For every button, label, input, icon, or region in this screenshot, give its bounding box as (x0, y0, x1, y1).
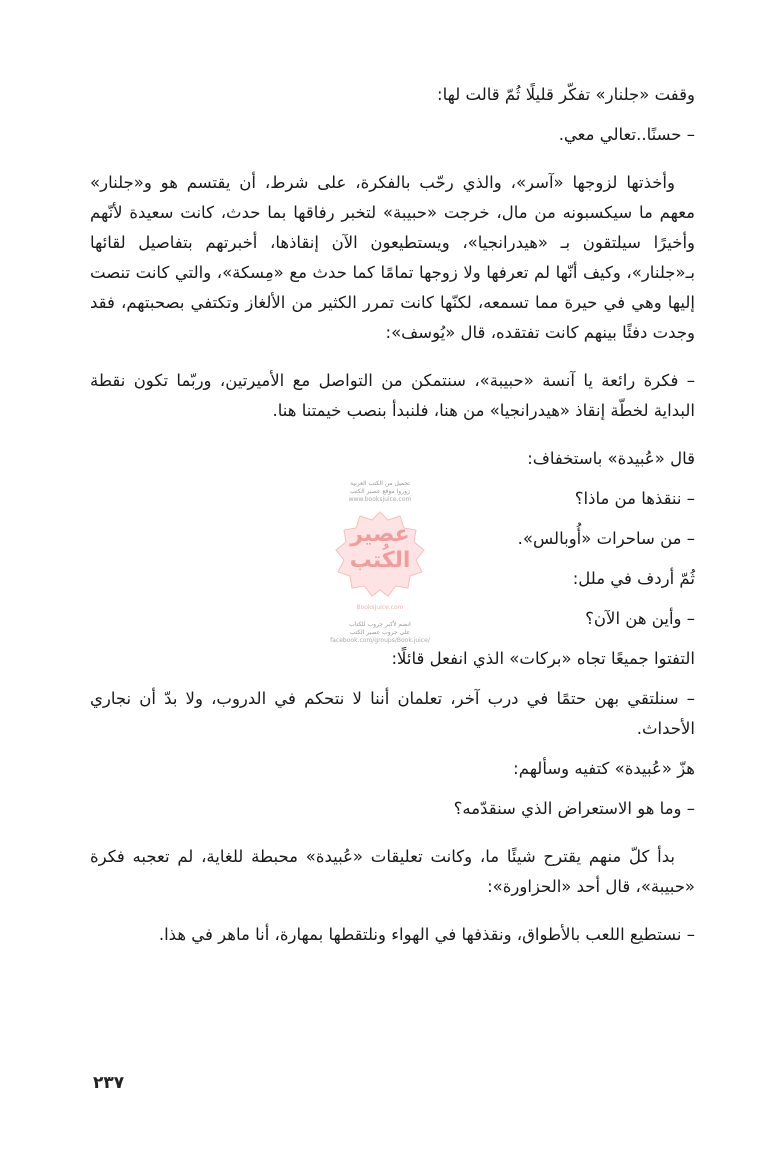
dialogue-line: – وأين هن الآن؟ (585, 609, 695, 628)
watermark-url: www.booksjuice.com (348, 496, 412, 503)
dialogue-line: – سنلتقي بهن حتمًا في درب آخر، تعلمان أننا لا نتحكم في الدروب، ولا بدّ أن نجاري الأحداث. (90, 689, 695, 738)
paragraph: وقفت «جلنار» تفكّر قليلًا ثُمّ قالت لها: (437, 85, 695, 104)
dialogue-line: – حسنًا..تعالي معي. (558, 125, 695, 144)
watermark-bottom-line: على جروب عصير الكتب (349, 629, 411, 636)
watermark-domain: BooksJuice.com (356, 604, 404, 611)
page-number: ٢٣٧ (93, 1073, 125, 1093)
watermark-top-line: تحميل من الكتب العربية (350, 480, 410, 487)
watermark (330, 480, 430, 665)
watermark-top-line: زوروا موقع عصير الكتب (350, 488, 410, 495)
watermark-title-line: الكُتب (349, 548, 411, 573)
paragraph: وأخذتها لزوجها «آسر»، والذي رحّب بالفكرة، على شرط، أن يقتسم هو و«جلنار» معهم ما سيكسبونه من مال، خرجت «حبيبة» لتخبر رفاقها بما حدث، كانت سعيدة لأنّهم وأخيرًا سيلتقون بـ «هيدرانجيا»، ويستطيعون الآن إنقاذها، أخبرتهم بتفاصيل لقائها بـ«جلنار»، وكيف أنّها لم تعرفها ولا زوجها تمامًا كما حدث مع «مِسكة»، والتي كانت تنصت إليها وهي في حيرة مما تسمعه، لكنّها كانت تمرر الكثير من الألغاز وتكتفي بصحبتهم، فقد وجدت دفئًا بينهم كانت تفتقده، قال «يُوسف»: (90, 173, 695, 342)
dialogue-line: – من ساحرات «أُوبالس». (517, 529, 695, 548)
dialogue-line: – نستطيع اللعب بالأطواق، ونقذفها في الهواء ونلتقطها بمهارة، أنا ماهر في هذا. (158, 925, 695, 944)
paragraph: بدأ كلّ منهم يقترح شيئًا ما، وكانت تعليقات «عُبيدة» محبطة للغاية، لم تعجبه فكرة «حبيبة»، قال أحد «الحزاورة»: (90, 847, 695, 896)
dialogue-line: – وما هو الاستعراض الذي سنقدّمه؟ (453, 799, 695, 818)
dialogue-line: – ننقذها من ماذا؟ (574, 489, 695, 508)
watermark-bottom-line: انضم لأكبر جروب للكتاب (349, 621, 411, 628)
paragraph: التفتوا جميعًا تجاه «بركات» الذي انفعل قائلًا: (391, 649, 695, 668)
watermark-bottom-url: facebook.com/groups/Book.juice/ (330, 637, 430, 644)
watermark-title (334, 522, 426, 574)
watermark-title-line: عصير (350, 522, 410, 547)
paragraph: ثُمّ أردف في ملل: (572, 569, 695, 588)
paragraph: هزّ «عُبيدة» كتفيه وسألهم: (513, 759, 695, 778)
paragraph: قال «عُبيدة» باستخفاف: (527, 449, 695, 468)
dialogue-line: – فكرة رائعة يا آنسة «حبيبة»، سنتمكن من التواصل مع الأميرتين، وربّما تكون نقطة البداية لخطّة إنقاذ «هيدرانجيا» من هنا، فلنبدأ بنصب خيمتنا هنا. (90, 371, 695, 420)
watermark-seal (334, 510, 426, 602)
